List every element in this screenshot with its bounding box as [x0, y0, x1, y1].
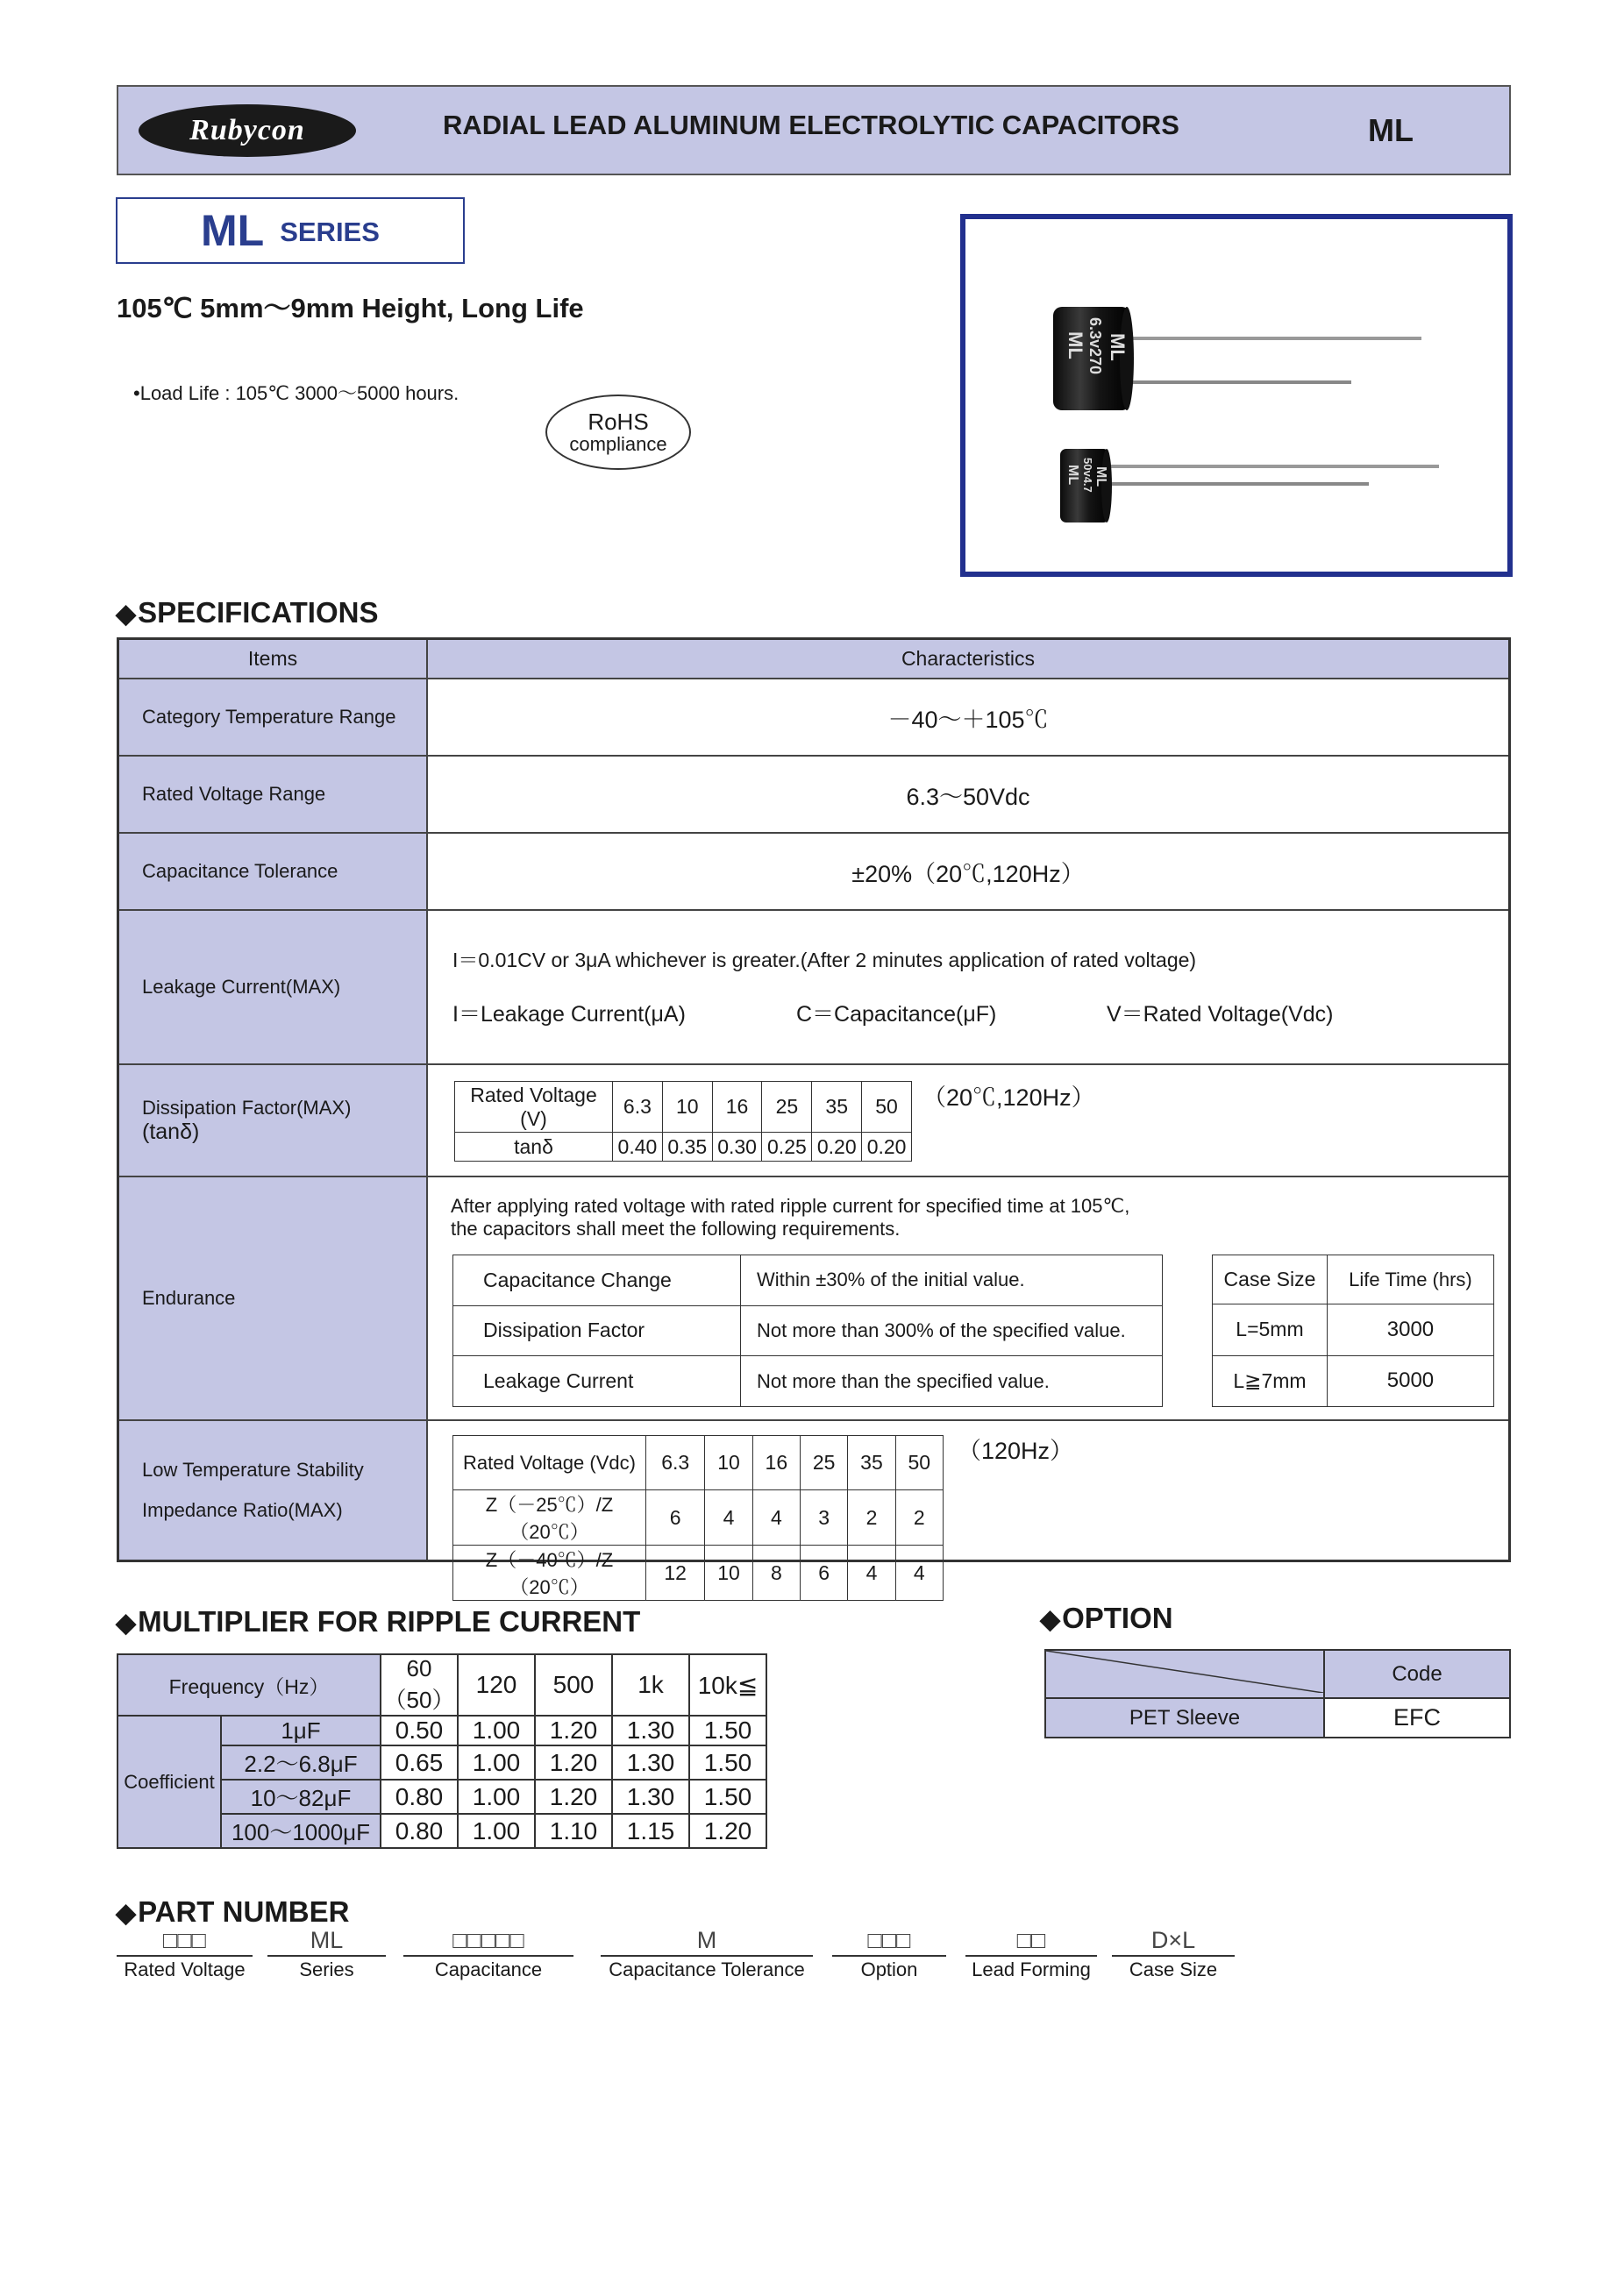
ripple-coefficient: 1.20: [535, 1780, 612, 1814]
life-hours: 3000: [1327, 1304, 1493, 1355]
ripple-coefficient: 1.30: [612, 1716, 689, 1745]
dissipation-voltage: 50: [862, 1082, 912, 1133]
spec-row-dissipation: [119, 1065, 1508, 1177]
diagonal-divider: [1046, 1651, 1323, 1693]
ripple-coefficient: 1.00: [458, 1780, 535, 1814]
series-subtitle: 105℃ 5mm～9mm Height, Long Life: [117, 293, 584, 323]
endurance-item: Leakage Current: [453, 1356, 741, 1407]
life-head-size: Case Size: [1213, 1255, 1328, 1304]
diamond-icon: ◆: [116, 1609, 137, 1638]
capacitance-range: 100～1000μF: [221, 1814, 381, 1848]
pn-symbol: D×L: [1150, 1927, 1196, 1953]
endurance-value: Not more than the specified value.: [741, 1356, 1163, 1407]
part-number-row: [117, 1928, 1257, 1989]
rohs-title: RoHS: [588, 408, 649, 435]
endurance-intro-line2: the capacitors shall meet the following requirements.: [451, 1218, 901, 1240]
pn-field-option: [832, 1928, 946, 1981]
impedance-voltage: 25: [801, 1436, 848, 1490]
pn-symbol: □□: [1016, 1927, 1046, 1953]
ripple-coefficient: 0.50: [381, 1716, 458, 1745]
col-items: Items: [119, 640, 428, 678]
pn-label: Option: [860, 1958, 918, 1980]
ripple-coefficient: 1.15: [612, 1814, 689, 1848]
value-dissipation: [428, 1065, 1508, 1176]
dissipation-table: [454, 1081, 912, 1162]
ripple-coefficient: 1.00: [458, 1814, 535, 1848]
label-tolerance: Capacitance Tolerance: [119, 834, 428, 909]
impedance-value: 6: [646, 1490, 705, 1546]
impedance-value: 3: [801, 1490, 848, 1546]
part-number-heading: [116, 1895, 349, 1929]
dissipation-voltage: 35: [812, 1082, 862, 1133]
series-name: ML: [201, 206, 265, 255]
frequency-value: 10k≦: [689, 1654, 766, 1716]
dissipation-value: 0.20: [812, 1133, 862, 1162]
ripple-coefficient: 1.20: [689, 1814, 766, 1848]
cap-marking: ML: [1065, 331, 1086, 359]
dissipation-voltage-label: Rated Voltage (V): [455, 1082, 613, 1133]
capacitance-range: 2.2～6.8μF: [221, 1745, 381, 1780]
logo-text: Rubycon: [189, 114, 305, 146]
impedance-voltage: 50: [895, 1436, 943, 1490]
ripple-heading-text: MULTIPLIER FOR RIPPLE CURRENT: [138, 1605, 641, 1638]
leakage-def-i: I＝Leakage Current(μA): [452, 1002, 686, 1027]
impedance-table: [452, 1435, 944, 1601]
ripple-coefficient: 1.50: [689, 1780, 766, 1814]
impedance-row-label: Z（－40℃）/Z（20℃）: [453, 1546, 646, 1601]
ripple-coefficient: 0.80: [381, 1814, 458, 1848]
label-lowtemp-line2: Impedance Ratio(MAX): [142, 1499, 343, 1521]
cap-marking: ML: [1065, 465, 1080, 486]
dissipation-voltage: 6.3: [613, 1082, 663, 1133]
capacitor-large: [1053, 307, 1421, 410]
ripple-coefficient: 1.00: [458, 1716, 535, 1745]
rohs-subtitle: compliance: [569, 433, 667, 456]
label-temp: Category Temperature Range: [119, 679, 428, 755]
feature-load-life: •Load Life : 105℃ 3000～5000 hours.: [133, 382, 459, 404]
frequency-value: 120: [458, 1654, 535, 1716]
dissipation-voltage: 25: [762, 1082, 812, 1133]
rohs-badge: [545, 395, 691, 470]
ripple-table: [117, 1653, 767, 1849]
impedance-value: 4: [895, 1546, 943, 1601]
impedance-row-label: Z（－25℃）/Z（20℃）: [453, 1490, 646, 1546]
dissipation-value: 0.25: [762, 1133, 812, 1162]
ripple-coefficient: 0.65: [381, 1745, 458, 1780]
pn-symbol: □□□: [867, 1927, 911, 1953]
ripple-coefficient: 1.20: [535, 1716, 612, 1745]
impedance-value: 12: [646, 1546, 705, 1601]
pn-symbol: □□□□□: [452, 1927, 524, 1953]
series-code: ML: [1368, 112, 1414, 148]
option-corner-cell: [1045, 1650, 1324, 1698]
spec-row-temp: [119, 679, 1508, 757]
label-dissipation-line2: (tanδ): [142, 1119, 200, 1144]
endurance-intro-line1: After applying rated voltage with rated ripple current for specified time at 105℃,: [451, 1195, 1130, 1217]
cap-marking: ML: [1107, 333, 1129, 361]
cap-marking: ML: [1093, 466, 1108, 487]
option-table: [1044, 1649, 1511, 1738]
value-tolerance: ±20%（20℃,120Hz）: [851, 860, 1085, 887]
option-code: EFC: [1324, 1698, 1510, 1738]
label-leakage: Leakage Current(MAX): [119, 911, 428, 1063]
impedance-value: 4: [848, 1546, 895, 1601]
capacitor-small: [1060, 449, 1439, 522]
label-endurance: Endurance: [119, 1177, 428, 1419]
life-head-time: Life Time (hrs): [1327, 1255, 1493, 1304]
label-lowtemp-line1: Low Temperature Stability: [142, 1459, 364, 1481]
life-size: L=5mm: [1213, 1304, 1328, 1355]
endurance-item: Dissipation Factor: [453, 1305, 741, 1356]
col-characteristics: Characteristics: [901, 647, 1036, 670]
spec-row-voltage: [119, 757, 1508, 834]
spec-row-endurance: [119, 1177, 1508, 1421]
frequency-value: 500: [535, 1654, 612, 1716]
pn-field-tolerance: [601, 1928, 813, 1981]
leakage-formula: I＝0.01CV or 3μA whichever is greater.(After 2 minutes application of rated voltage): [452, 949, 1197, 971]
spec-row-tolerance: [119, 834, 1508, 911]
pn-field-lead-forming: [965, 1928, 1097, 1981]
impedance-voltage: 16: [752, 1436, 800, 1490]
pn-field-series: [267, 1928, 386, 1981]
ripple-coefficient: 0.80: [381, 1780, 458, 1814]
product-photo: [960, 214, 1513, 577]
pn-field-case-size: [1112, 1928, 1235, 1981]
diamond-icon: ◆: [116, 1899, 137, 1928]
spec-row-leakage: [119, 911, 1508, 1065]
ripple-heading: [116, 1605, 640, 1638]
pn-label: Lead Forming: [972, 1958, 1091, 1980]
dissipation-value: 0.35: [662, 1133, 712, 1162]
spec-row-lowtemp: [119, 1421, 1508, 1598]
rubycon-logo: [139, 104, 356, 157]
specifications-heading-text: SPECIFICATIONS: [138, 596, 379, 629]
document-title: RADIAL LEAD ALUMINUM ELECTROLYTIC CAPACITORS: [443, 110, 1179, 140]
ripple-coefficient: 1.20: [535, 1745, 612, 1780]
value-lowtemp: [428, 1421, 1508, 1598]
impedance-value: 10: [705, 1546, 752, 1601]
leakage-def-v: V＝Rated Voltage(Vdc): [1107, 1002, 1334, 1027]
label-dissipation: [119, 1065, 428, 1176]
dissipation-voltage: 10: [662, 1082, 712, 1133]
diamond-icon: ◆: [1040, 1605, 1061, 1634]
pn-symbol: ML: [310, 1927, 344, 1953]
pn-symbol: M: [696, 1927, 717, 1953]
capacitance-range: 1μF: [221, 1716, 381, 1745]
frequency-label: Frequency（Hz）: [118, 1654, 381, 1716]
dissipation-note: （20℃,120Hz）: [922, 1084, 1095, 1111]
option-code-head: Code: [1324, 1650, 1510, 1698]
frequency-value: 60（50）: [381, 1654, 458, 1716]
impedance-voltage: 6.3: [646, 1436, 705, 1490]
dissipation-value: 0.30: [712, 1133, 762, 1162]
series-box: [116, 197, 465, 264]
part-number-heading-text: PART NUMBER: [138, 1895, 350, 1928]
pn-label: Series: [299, 1958, 354, 1980]
ripple-coefficient: 1.50: [689, 1745, 766, 1780]
label-dissipation-line1: Dissipation Factor(MAX): [142, 1096, 352, 1119]
dissipation-tan-label: tanδ: [455, 1133, 613, 1162]
ripple-coefficient: 1.10: [535, 1814, 612, 1848]
impedance-note: （120Hz）: [958, 1438, 1074, 1464]
pn-field-rated-voltage: [117, 1928, 253, 1981]
impedance-value: 8: [752, 1546, 800, 1601]
impedance-value: 4: [752, 1490, 800, 1546]
ripple-coefficient: 1.50: [689, 1716, 766, 1745]
value-endurance: [428, 1177, 1508, 1419]
endurance-requirements-table: [452, 1255, 1163, 1407]
series-label: SERIES: [280, 217, 380, 247]
specifications-heading: [116, 596, 379, 629]
ripple-coefficient: 1.30: [612, 1745, 689, 1780]
coefficient-label: Coefficient: [118, 1716, 221, 1848]
dissipation-value: 0.20: [862, 1133, 912, 1162]
frequency-value: 1k: [612, 1654, 689, 1716]
option-heading-text: OPTION: [1062, 1602, 1173, 1634]
impedance-value: 6: [801, 1546, 848, 1601]
option-heading: [1040, 1602, 1173, 1635]
dissipation-value: 0.40: [613, 1133, 663, 1162]
pn-label: Rated Voltage: [124, 1958, 246, 1980]
endurance-intro: [451, 1195, 1129, 1240]
pn-label: Capacitance: [434, 1958, 543, 1980]
capacitor-illustration: [965, 219, 1507, 572]
impedance-voltage: 10: [705, 1436, 752, 1490]
option-item: PET Sleeve: [1045, 1698, 1324, 1738]
pn-field-capacitance: [403, 1928, 573, 1981]
endurance-item: Capacitance Change: [453, 1255, 741, 1306]
value-voltage: 6.3～50Vdc: [906, 783, 1030, 810]
diamond-icon: ◆: [116, 600, 137, 629]
life-size: L≧7mm: [1213, 1355, 1328, 1406]
pn-label: Capacitance Tolerance: [609, 1958, 805, 1980]
impedance-voltage-label: Rated Voltage (Vdc): [453, 1436, 646, 1490]
dissipation-voltage: 16: [712, 1082, 762, 1133]
pn-symbol: □□□: [163, 1927, 206, 1953]
value-temp: －40～＋105℃: [887, 706, 1049, 733]
life-time-table: [1212, 1255, 1494, 1407]
impedance-value: 2: [895, 1490, 943, 1546]
capacitance-range: 10～82μF: [221, 1780, 381, 1814]
value-leakage: [428, 911, 1508, 1063]
impedance-value: 2: [848, 1490, 895, 1546]
life-hours: 5000: [1327, 1355, 1493, 1406]
ripple-coefficient: 1.00: [458, 1745, 535, 1780]
impedance-voltage: 35: [848, 1436, 895, 1490]
leakage-def-c: C＝Capacitance(μF): [796, 1002, 997, 1027]
spec-header-row: [119, 640, 1508, 679]
specifications-table: [117, 637, 1511, 1598]
pn-label: Case Size: [1129, 1958, 1218, 1980]
impedance-value: 4: [705, 1490, 752, 1546]
cap-marking: 50v4.7: [1081, 458, 1094, 493]
cap-marking: 6.3v270: [1086, 317, 1104, 375]
label-lowtemp: [119, 1421, 428, 1560]
endurance-value: Not more than 300% of the specified value.: [741, 1305, 1163, 1356]
endurance-value: Within ±30% of the initial value.: [741, 1255, 1163, 1306]
label-voltage: Rated Voltage Range: [119, 757, 428, 832]
ripple-coefficient: 1.30: [612, 1780, 689, 1814]
